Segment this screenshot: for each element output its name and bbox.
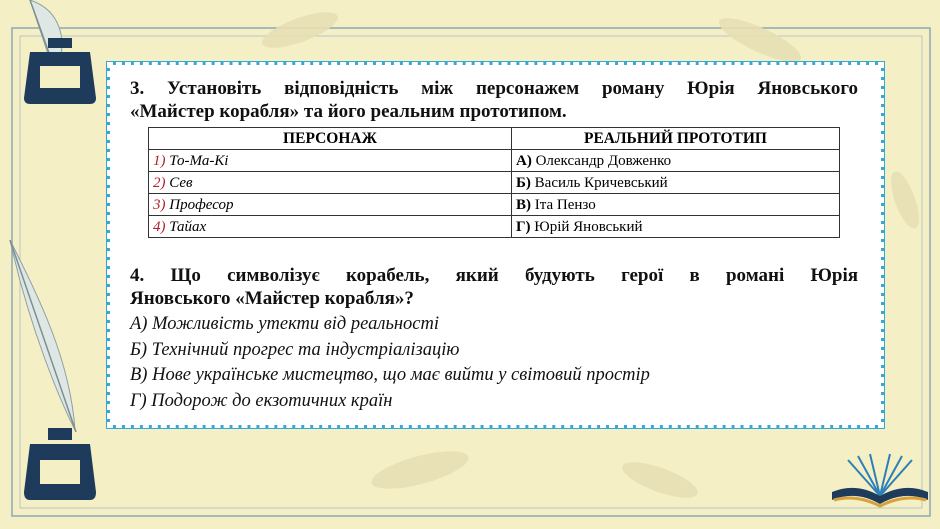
prototype-name: Іта Пензо (534, 196, 596, 213)
row-number: 1) (153, 152, 166, 169)
question-content (130, 77, 858, 414)
table-row (149, 172, 840, 194)
row-number: 3) (153, 196, 166, 213)
row-letter: В) (516, 196, 531, 213)
row-letter: А) (516, 152, 532, 169)
character-cell (149, 216, 512, 238)
prototype-cell (512, 194, 840, 216)
table-row (149, 194, 840, 216)
inkwell-icon (22, 38, 98, 104)
inkwell-icon (22, 428, 98, 500)
table-header-row (149, 128, 840, 150)
row-letter: Г) (516, 218, 531, 235)
question-4-title (130, 264, 858, 310)
question-3-line-1: 3. Установіть відповідність між персонажем роману Юрія Яновського (130, 78, 858, 99)
header-character: ПЕРСОНАЖ (149, 128, 512, 150)
question-3-line-2: «Майстер корабля» та його реальним прототипом. (130, 101, 567, 122)
table-row (149, 150, 840, 172)
character-cell (149, 194, 512, 216)
character-name: Тайах (169, 218, 207, 235)
header-prototype: РЕАЛЬНИЙ ПРОТОТИП (512, 128, 840, 150)
character-cell (149, 172, 512, 194)
answer-options (130, 312, 858, 414)
character-name: Сев (169, 174, 193, 191)
question-4-line-1: 4. Що символізує корабель, який будують герої в романі Юрія (130, 265, 858, 286)
matching-table (148, 127, 840, 238)
prototype-name: Василь Кричевський (534, 174, 668, 191)
row-letter: Б) (516, 174, 531, 191)
question-3-title (130, 77, 858, 123)
character-name: Професор (169, 196, 234, 213)
answer-option-a: А) Можливість утекти від реальності (130, 314, 440, 334)
character-cell (149, 150, 512, 172)
answer-option-d: Г) Подорож до екзотичних країн (130, 390, 393, 411)
row-number: 2) (153, 174, 166, 191)
open-book-icon (828, 452, 932, 510)
prototype-cell (512, 172, 840, 194)
prototype-cell (512, 150, 840, 172)
answer-option-c: В) Нове українське мистецтво, що має вийти у світовий простір (130, 365, 650, 385)
table-row (149, 216, 840, 238)
row-number: 4) (153, 218, 166, 235)
prototype-cell (512, 216, 840, 238)
answer-option-b: Б) Технічний прогрес та індустріалізацію (130, 339, 460, 360)
character-name: То-Ма-Кі (169, 152, 229, 169)
question-card (112, 67, 879, 423)
prototype-name: Олександр Довженко (535, 152, 672, 169)
question-4-line-2: Яновського «Майстер корабля»? (130, 288, 414, 309)
prototype-name: Юрій Яновський (534, 218, 643, 235)
